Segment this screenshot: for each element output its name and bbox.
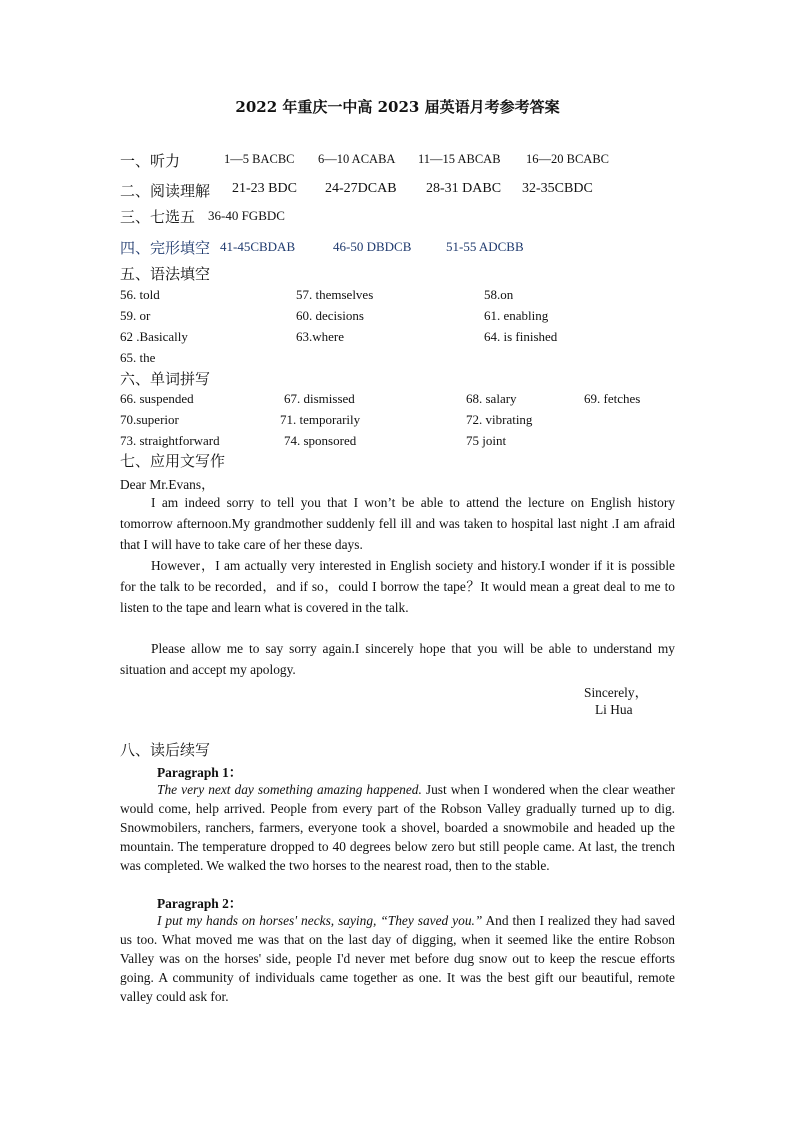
- paragraph-body: And then I realized they had saved us too. What moved me was that on the last day of digging, when it seemed like the entire Robson Valley was on the horses' side, people I'd never met before dug snow out to keep the rescue efforts going. A community of individuals came together as one. It was the best gift our beautiful, remote valley could ask for.: [120, 913, 675, 1004]
- section-label: 三、七选五: [120, 208, 196, 226]
- answer: 70.superior: [120, 412, 179, 427]
- answer: 62 .Basically: [120, 329, 188, 344]
- answer: 64. is finished: [484, 329, 558, 344]
- section-practical-writing: [120, 450, 225, 471]
- letter-salutation: Dear Mr.Evans，: [120, 477, 215, 492]
- section-label: 二、阅读理解: [120, 182, 211, 200]
- paragraph-heading: Paragraph 1：: [157, 765, 243, 780]
- answer: 67. dismissed: [284, 391, 355, 406]
- section-seven-choose-five: [120, 206, 285, 227]
- letter-closing: Sincerely，: [584, 685, 648, 700]
- answer-group: 46-50 DBDCB: [333, 239, 412, 254]
- answer-group: 11—15 ABCAB: [418, 152, 501, 166]
- section-listening: [120, 150, 610, 171]
- answer: 59. or: [120, 308, 151, 323]
- answer: 58.on: [484, 287, 514, 302]
- answer: 73. straightforward: [120, 433, 220, 448]
- letter-paragraph: I am indeed sorry to tell you that I won’t be able to attend the lecture on English history tomorrow afternoon.My grandmother suddenly fell ill and was taken to hospital last night .I am afraid that I will have to take care of her these days.: [120, 495, 675, 552]
- answer-group: 32-35CBDC: [522, 181, 593, 196]
- page-title: 2022 年重庆一中高 2023 届英语月考参考答案: [235, 98, 560, 116]
- section-continuation-writing: [120, 739, 210, 760]
- answer: 74. sponsored: [284, 433, 357, 448]
- section-label: 五、语法填空: [120, 265, 211, 283]
- answer-group: 28-31 DABC: [426, 181, 502, 196]
- section-label: 四、完形填空: [120, 239, 211, 257]
- answer-group: 16—20 BCABC: [526, 152, 610, 166]
- letter-paragraph: However，I am actually very interested in English society and history.I wonder if it is possible for the talk to be recorded，and if so，could I borrow the tape？It would mean a great deal to me to listen to the tape and learn what is covered in the talk.: [120, 558, 675, 615]
- section-label: 八、读后续写: [120, 741, 211, 759]
- answer: 56. told: [120, 287, 160, 302]
- answer: 63.where: [296, 329, 345, 344]
- letter-paragraph: Please allow me to say sorry again.I sincerely hope that you will be able to understand my situation and accept my apology.: [120, 641, 675, 677]
- story-paragraph: [120, 911, 675, 1006]
- answer-group: 36-40 FGBDC: [208, 208, 285, 223]
- answer-group: 51-55 ADCBB: [446, 239, 524, 254]
- section-label: 七、应用文写作: [120, 452, 226, 470]
- paragraph-body: Just when I wondered when the clear weather would come, help arrived. People from every part of the Robson Valley gradually turned up to dig. Snowmobilers, ranchers, farmers, everyone took a shovel, boarded a snowmobile and headed up the mountain. The temperature dropped to 40 degrees below zero but still people came. At last, the trench was completed. We walked the two horses to the nearest road, then to the stable.: [120, 782, 675, 873]
- answer: 60. decisions: [296, 308, 364, 323]
- letter-signature: Li Hua: [595, 702, 633, 717]
- paragraph-heading: Paragraph 2：: [157, 896, 243, 911]
- answer-group: 24-27DCAB: [325, 181, 397, 196]
- section-cloze: [120, 237, 524, 258]
- answer-group: 41-45CBDAB: [220, 239, 296, 254]
- paragraph-lead: The very next day something amazing happened.: [157, 782, 422, 797]
- answer-group: 21-23 BDC: [232, 181, 297, 196]
- answer: 66. suspended: [120, 391, 194, 406]
- answer: 65. the: [120, 350, 156, 365]
- section-reading: [120, 180, 593, 201]
- section-spelling: [120, 368, 210, 389]
- answer-group: 6—10 ACABA: [318, 152, 396, 166]
- answer: 75 joint: [466, 433, 507, 448]
- answer: 61. enabling: [484, 308, 549, 323]
- answer: 72. vibrating: [466, 412, 533, 427]
- answer: 68. salary: [466, 391, 517, 406]
- answer: 71. temporarily: [280, 412, 361, 427]
- paragraph-lead: I put my hands on horses' necks, saying, “They saved you.”: [157, 913, 483, 928]
- section-label: 六、单词拼写: [120, 370, 211, 388]
- answer-group: 1—5 BACBC: [224, 152, 295, 166]
- answer: 57. themselves: [296, 287, 374, 302]
- story-paragraph: [120, 780, 675, 875]
- answer: 69. fetches: [584, 391, 641, 406]
- section-label: 一、听力: [120, 152, 181, 170]
- section-grammar: [120, 263, 210, 284]
